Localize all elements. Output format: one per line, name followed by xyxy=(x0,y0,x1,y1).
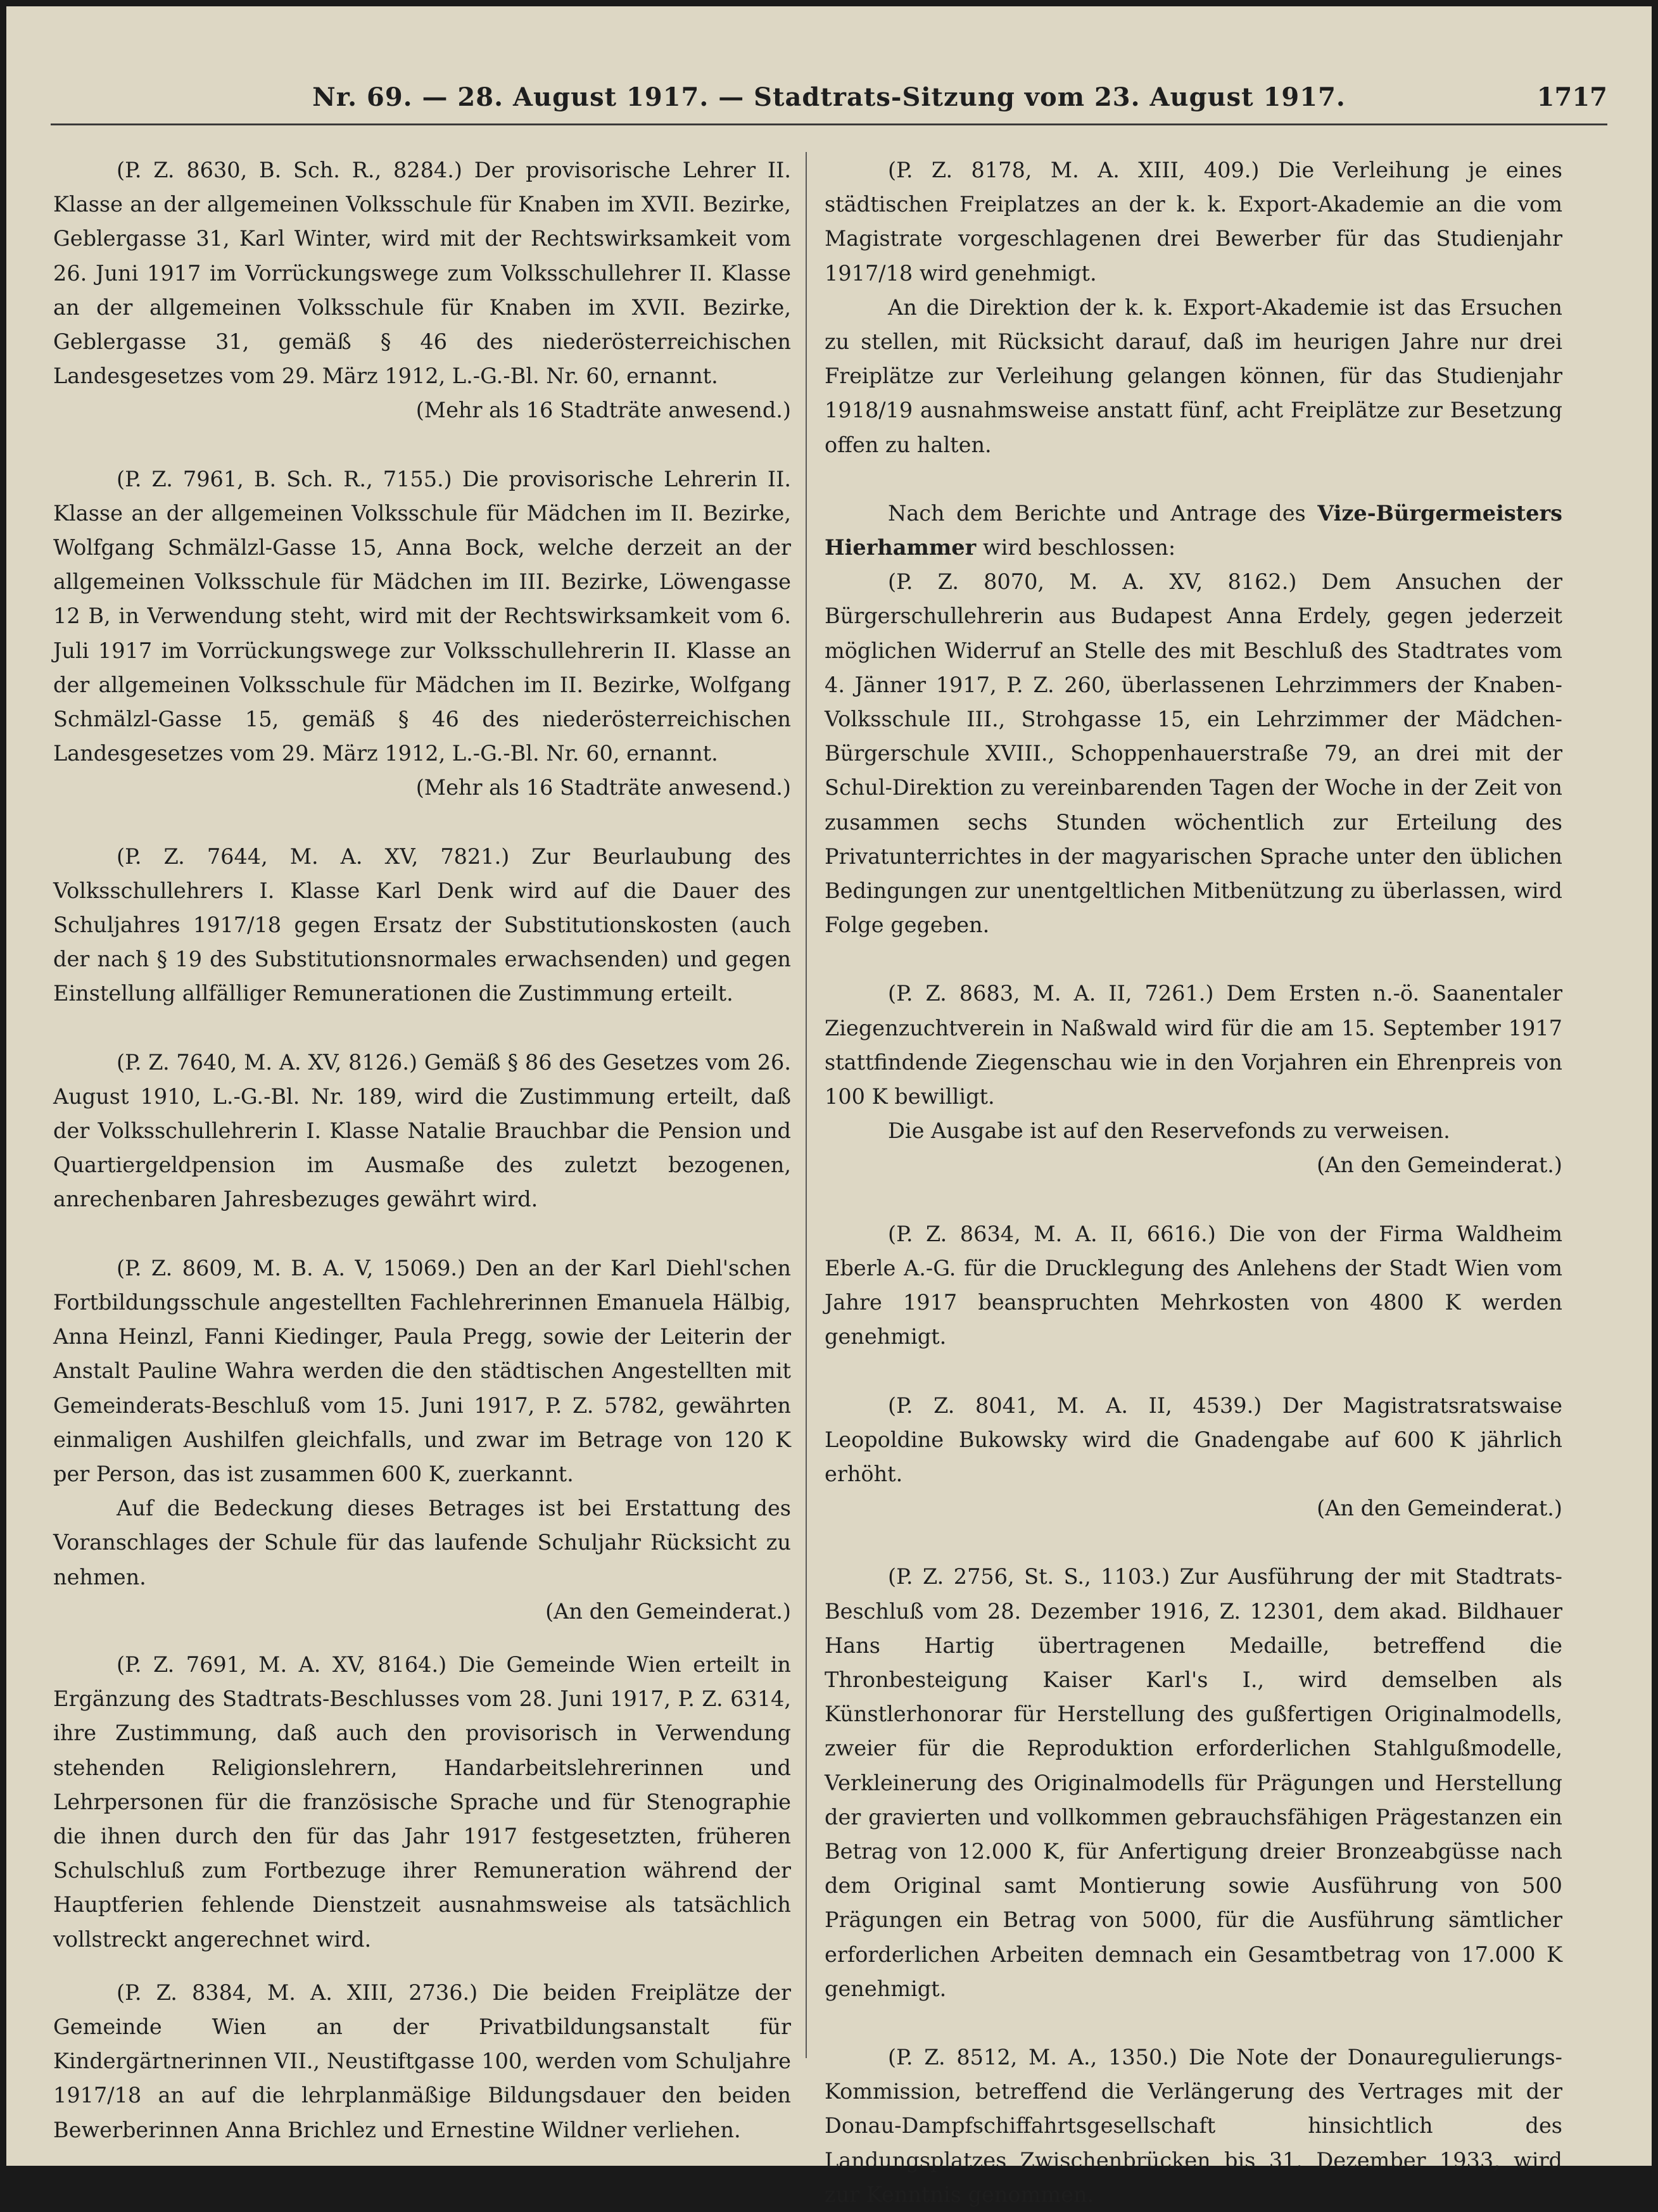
entry-paragraph: (P. Z. 8630, B. Sch. R., 8284.) Der provisorische Lehrer II. Klasse an der allgemeinen Volksschule für Knaben im XVII. Bezirke, Geblergasse 31, Karl Winter, wird mit der Rechtswirksamkeit vom 26. Juni 1917 im Vorrückungswege zum Volksschullehrer II. Klasse an der allgemeinen Volksschule für Knaben im XVII. Bezirke, Geblergasse 31, gemäß § 46 des niederösterreichischen Landesgesetzes vom 29. März 1912, L.-G.-Bl. Nr. 60, ernannt. xyxy=(53,158,791,389)
spacer xyxy=(53,1957,791,1976)
spacer xyxy=(53,428,791,462)
spacer xyxy=(825,942,1562,976)
header-rule xyxy=(51,123,1607,128)
entry-paragraph-continued: Die Ausgabe ist auf den Reservefonds zu verweisen. xyxy=(888,1118,1450,1144)
spacer xyxy=(825,1355,1562,1389)
entry-paragraph: (P. Z. 8609, M. B. A. V, 15069.) Den an der Karl Diehl'schen Fortbildungsschule angestellten Fachlehrerinnen Emanuela Hälbig, Anna Heinzl, Fanni Kiedinger, Paula Pregg, sowie der Leiterin der Anstalt Pauline Wahra werden die den städtischen Angestellten mit Gemeinderats-Beschluß vom 15. Juni 1917, P. Z. 5782, gewährten einmaligen Aushilfen gleichfalls, und zwar im Betrage von 120 K per Person, das ist zusammen 600 K, zuerkannt. xyxy=(53,1255,791,1486)
entry-paragraph: (P. Z. 8384, M. A. XIII, 2736.) Die beiden Freiplätze der Gemeinde Wien an der Privatbildungsanstalt für Kindergärtnerinnen VII., Neustiftgasse 100, werden vom Schuljahre 1917/18 an auf die lehrplanmäßige Bildungsdauer den beiden Bewerberinnen Anna Brichlez und Ernestine Wildner verliehen. xyxy=(53,1980,791,2142)
right-column xyxy=(825,153,1562,2212)
heading-name: Vize-Bürgermeisters Hierhammer xyxy=(825,500,1562,560)
entry-note: (An den Gemeinderat.) xyxy=(1317,1496,1562,1521)
column-divider xyxy=(806,152,807,2058)
spacer xyxy=(53,806,791,840)
entry-paragraph: (P. Z. 8178, M. A. XIII, 409.) Die Verleihung je eines städtischen Freiplatzes an der k. k. Export-Akademie an die vom Magistrate vorgeschlagenen drei Bewerber für das Studienjahr 1917/18 wird genehmigt. xyxy=(825,158,1562,286)
running-title: Nr. 69. — 28. August 1917. — Stadtrats-Sitzung vom 23. August 1917. xyxy=(312,82,1346,112)
page-number: 1717 xyxy=(1536,82,1607,112)
entry-paragraph-continued: Auf die Bedeckung dieses Betrages ist bei Erstattung des Voranschlages der Schule für das laufende Schuljahr Rücksicht zu nehmen. xyxy=(53,1496,791,1589)
entry-paragraph: (P. Z. 2756, St. S., 1103.) Zur Ausführung der mit Stadtrats-Beschluß vom 28. Dezember 1916, Z. 12301, dem akad. Bildhauer Hans Hartig übertragenen Medaille, betreffend die Thronbesteigung Kaiser Karl's I., wird demselben als Künstlerhonorar für Herstellung des gußfertigen Originalmodells, zweier für die Reproduktion erforderlichen Stahlgußmodelle, Verkleinerung des Originalmodells für Prägungen und Herstellung der gravierten und vollkommen gebrauchsfähigen Prägestanzen ein Betrag von 12.000 K, für Anfertigung dreier Bronzeabgüsse nach dem Original samt Montierung sowie Ausführung von 500 Prägungen ein Betrag von 5000, für die Ausführung sämtlicher erforderlichen Arbeiten demnach ein Gesamtbetrag von 17.000 K genehmigt. xyxy=(825,1564,1562,2001)
spacer xyxy=(53,1629,791,1648)
entry-note: (An den Gemeinderat.) xyxy=(545,1598,791,1624)
heading-intro: Nach dem Berichte und Antrage des xyxy=(888,500,1306,526)
entry-paragraph: (P. Z. 8683, M. A. II, 7261.) Dem Ersten n.-ö. Saanentaler Ziegenzuchtverein in Naßwald wird für die am 15. September 1917 stattfindende Ziegenschau wie in den Vorjahren ein Ehrenpreis von 100 K bewilligt. xyxy=(825,981,1562,1109)
entry-paragraph: (P. Z. 8041, M. A. II, 4539.) Der Magistratsratswaise Leopoldine Bukowsky wird die Gnadengabe auf 600 K jährlich erhöht. xyxy=(825,1393,1562,1486)
newspaper-page xyxy=(6,6,1652,2207)
section-heading xyxy=(825,496,1562,565)
entry-paragraph: (P. Z. 8634, M. A. II, 6616.) Die von der Firma Waldheim Eberle A.-G. für die Drucklegung des Anlehens der Stadt Wien vom Jahre 1917 beanspruchten Mehrkosten von 4800 K werden genehmigt. xyxy=(825,1221,1562,1349)
spacer xyxy=(825,462,1562,496)
heading-outro: wird beschlossen: xyxy=(982,535,1176,560)
spacer xyxy=(825,1183,1562,1217)
entry-paragraph: (P. Z. 7640, M. A. XV, 8126.) Gemäß § 86 des Gesetzes vom 26. August 1910, L.-G.-Bl. Nr. 189, wird die Zustimmung erteilt, daß der Volksschullehrerin I. Klasse Natalie Brauchbar die Pension und Quartiergeldpension im Ausmaße des zuletzt bezogenen, anrechenbaren Jahresbezuges gewährt wird. xyxy=(53,1049,791,1212)
entry-note: (An den Gemeinderat.) xyxy=(1317,1153,1562,1178)
spacer xyxy=(825,1526,1562,1560)
entry-paragraph-continued: An die Direktion der k. k. Export-Akademie ist das Ersuchen zu stellen, mit Rücksicht darauf, daß im heurigen Jahre nur drei Freiplätze zur Verleihung gelangen können, für das Studienjahr 1918/19 ausnahmsweise anstatt fünf, acht Freiplätze zur Besetzung offen zu halten. xyxy=(825,294,1562,457)
page-header xyxy=(51,82,1607,127)
entry-note: (Mehr als 16 Stadträte anwesend.) xyxy=(415,775,791,800)
spacer xyxy=(825,2006,1562,2040)
spacer xyxy=(53,1011,791,1046)
entry-paragraph: (P. Z. 8070, M. A. XV, 8162.) Dem Ansuchen der Bürgerschullehrerin aus Budapest Anna Erdely, gegen jederzeit möglichen Widerruf an Stelle des mit Beschluß des Stadtrates vom 4. Jänner 1917, P. Z. 260, überlassenen Lehrzimmers der Knaben-Volksschule III., Strohgasse 15, ein Lehrzimmer der Mädchen-Bürgerschule XVIII., Schoppenhauerstraße 79, an drei mit der Schul-Direktion zu vereinbarenden Tagen der Woche in der Zeit von zusammen sechs Stunden wöchentlich zur Erteilung des Privatunterrichtes in der magyarischen Sprache unter den üblichen Bedingungen zur unentgeltlichen Mitbenützung zu überlassen, wird Folge gegeben. xyxy=(825,569,1562,938)
entry-note: (Mehr als 16 Stadträte anwesend.) xyxy=(415,398,791,423)
entry-paragraph: (P. Z. 8512, M. A., 1350.) Die Note der Donauregulierungs-Kommission, betreffend die Verlängerung des Vertrages mit der Donau-Dampfschiffahrtsgesellschaft hinsichtlich des Landungsplatzes Zwischenbrücken bis 31. Dezember 1933, wird zur Kenntnis genommen. xyxy=(825,2044,1562,2207)
spacer xyxy=(53,1217,791,1251)
entry-paragraph: (P. Z. 7961, B. Sch. R., 7155.) Die provisorische Lehrerin II. Klasse an der allgemeinen Volksschule für Mädchen im II. Bezirke, Wolfgang Schmälzl-Gasse 15, Anna Bock, welche derzeit an der allgemeinen Volksschule für Mädchen im III. Bezirke, Löwengasse 12 B, in Verwendung steht, wird mit der Rechtswirksamkeit vom 6. Juli 1917 im Vorrückungswege zur Volksschullehrerin II. Klasse an der allgemeinen Volksschule für Mädchen im II. Bezirke, Wolfgang Schmälzl-Gasse 15, gemäß § 46 des niederösterreichischen Landesgesetzes vom 29. März 1912, L.-G.-Bl. Nr. 60, ernannt. xyxy=(53,466,791,766)
entry-paragraph: (P. Z. 7691, M. A. XV, 8164.) Die Gemeinde Wien erteilt in Ergänzung des Stadtrats-Beschlusses vom 28. Juni 1917, P. Z. 6314, ihre Zustimmung, daß auch den provisorisch in Verwendung stehenden Religionslehrern, Handarbeitslehrerinnen und Lehrpersonen für die französische Sprache und für Stenographie die ihnen durch den für das Jahr 1917 festgesetzten, früheren Schulschluß zum Fortbezuge ihrer Remuneration während der Hauptferien fehlende Dienstzeit ausnahmsweise als tatsächlich vollstreckt angerechnet wird. xyxy=(53,1652,791,1952)
entry-paragraph: (P. Z. 7644, M. A. XV, 7821.) Zur Beurlaubung des Volksschullehrers I. Klasse Karl Denk wird auf die Dauer des Schuljahres 1917/18 gegen Ersatz der Substitutionskosten (auch der nach § 19 des Substitutionsnormales erwachsenden) und gegen Einstellung allfälliger Remunerationen die Zustimmung erteilt. xyxy=(53,844,791,1006)
left-column xyxy=(53,153,791,2147)
